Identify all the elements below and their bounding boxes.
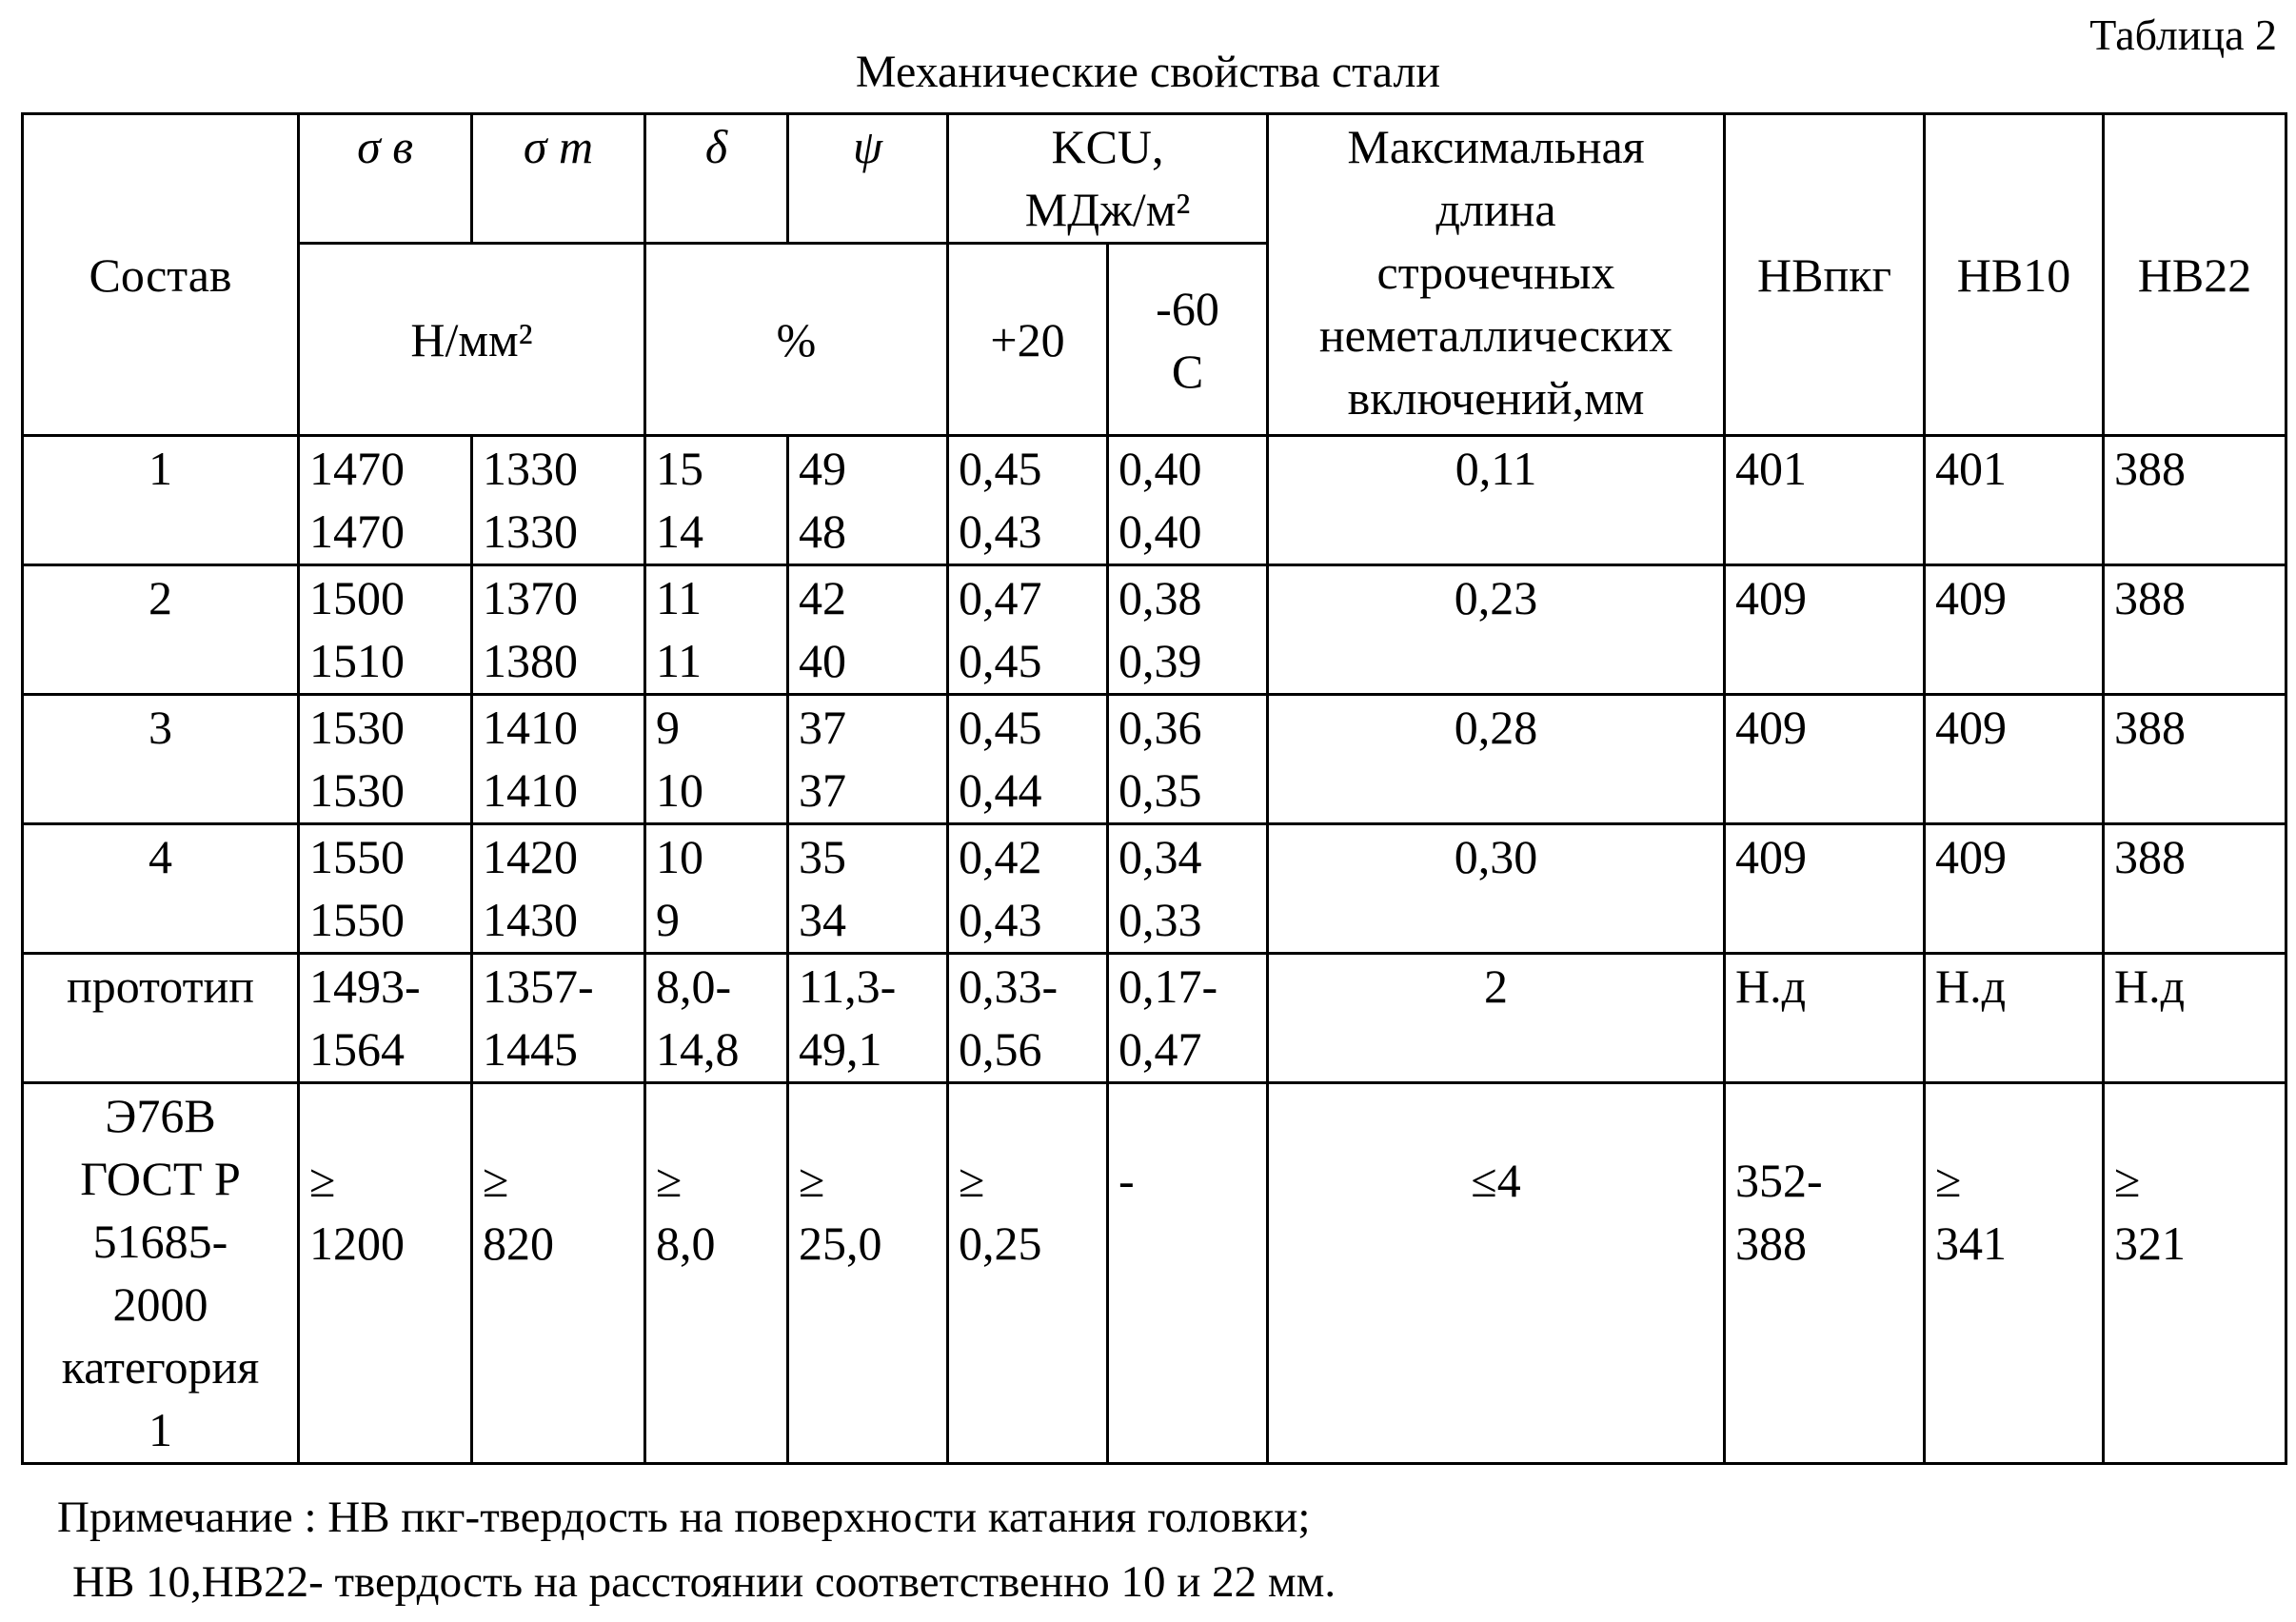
cell-delta: 11 11 [645, 565, 788, 695]
cell-max-length: 0,30 [1268, 824, 1725, 954]
cell-delta: ≥ 8,0 [645, 1083, 788, 1464]
header-units-percent: % [645, 244, 948, 436]
cell-sigma-t: ≥ 820 [472, 1083, 645, 1464]
cell-delta: 10 9 [645, 824, 788, 954]
header-kcu-plus20: +20 [948, 244, 1108, 436]
cell-kcu-minus60: 0,17- 0,47 [1108, 954, 1268, 1083]
cell-psi: 42 40 [788, 565, 948, 695]
table-label: Таблица 2 [2089, 10, 2277, 59]
cell-sigma-b: 1493- 1564 [299, 954, 472, 1083]
cell-hb22: 388 [2104, 565, 2286, 695]
header-max-inclusion-length: Максимальная длина строчечных неметаллических включений,мм [1268, 114, 1725, 436]
table-row [23, 695, 2286, 824]
cell-psi: 49 48 [788, 436, 948, 565]
cell-max-length: 2 [1268, 954, 1725, 1083]
cell-kcu-minus60: 0,40 0,40 [1108, 436, 1268, 565]
cell-sigma-t: 1410 1410 [472, 695, 645, 824]
cell-kcu-minus60: 0,38 0,39 [1108, 565, 1268, 695]
cell-sigma-t: 1370 1380 [472, 565, 645, 695]
cell-psi: 11,3- 49,1 [788, 954, 948, 1083]
cell-delta: 15 14 [645, 436, 788, 565]
header-sigma-t: σ т [472, 114, 645, 244]
cell-sigma-b: 1470 1470 [299, 436, 472, 565]
table-row [23, 565, 2286, 695]
cell-sigma-t: 1420 1430 [472, 824, 645, 954]
header-units-stress: Н/мм² [299, 244, 645, 436]
row-composition: 1 [23, 436, 299, 565]
cell-max-length: 0,23 [1268, 565, 1725, 695]
cell-kcu-plus20: 0,45 0,44 [948, 695, 1108, 824]
header-psi: ψ [788, 114, 948, 244]
cell-sigma-b: 1500 1510 [299, 565, 472, 695]
table-note [57, 1485, 1336, 1614]
row-composition: 2 [23, 565, 299, 695]
cell-kcu-plus20: 0,47 0,45 [948, 565, 1108, 695]
row-composition: 3 [23, 695, 299, 824]
table-row [23, 824, 2286, 954]
cell-hb10: Н.д [1925, 954, 2104, 1083]
row-composition: прототип [23, 954, 299, 1083]
cell-sigma-t: 1357- 1445 [472, 954, 645, 1083]
cell-max-length: 0,11 [1268, 436, 1725, 565]
table-row [23, 954, 2286, 1083]
cell-hb-pkg: 409 [1725, 695, 1925, 824]
cell-sigma-t: 1330 1330 [472, 436, 645, 565]
header-hb10: HB10 [1925, 114, 2104, 436]
note-line-2: HB 10,HB22- твердость на расстоянии соответственно 10 и 22 мм. [72, 1557, 1336, 1607]
row-composition: Э76В ГОСТ Р 51685- 2000 категория 1 [23, 1083, 299, 1464]
cell-sigma-b: 1530 1530 [299, 695, 472, 824]
cell-hb10: 401 [1925, 436, 2104, 565]
header-hb-pkg: HBпкг [1725, 114, 1925, 436]
cell-hb-pkg: 401 [1725, 436, 1925, 565]
cell-hb10: 409 [1925, 695, 2104, 824]
header-kcu: KCU, МДж/м² [948, 114, 1268, 244]
cell-max-length: 0,28 [1268, 695, 1725, 824]
cell-kcu-plus20: ≥ 0,25 [948, 1083, 1108, 1464]
cell-kcu-minus60: 0,34 0,33 [1108, 824, 1268, 954]
table-row [23, 436, 2286, 565]
cell-sigma-b: ≥ 1200 [299, 1083, 472, 1464]
cell-hb10: 409 [1925, 824, 2104, 954]
note-line-1: Примечание : HB пкг-твердость на поверхности катания головки; [57, 1493, 1311, 1542]
cell-hb10: ≥ 341 [1925, 1083, 2104, 1464]
header-hb22: HB22 [2104, 114, 2286, 436]
cell-psi: 35 34 [788, 824, 948, 954]
cell-hb-pkg: 409 [1725, 565, 1925, 695]
cell-hb10: 409 [1925, 565, 2104, 695]
header-delta: δ [645, 114, 788, 244]
cell-hb-pkg: 409 [1725, 824, 1925, 954]
header-sigma-b: σ в [299, 114, 472, 244]
cell-hb22: Н.д [2104, 954, 2286, 1083]
table-caption: Механические свойства стали [855, 47, 1441, 97]
cell-hb22: 388 [2104, 824, 2286, 954]
cell-kcu-plus20: 0,42 0,43 [948, 824, 1108, 954]
cell-sigma-b: 1550 1550 [299, 824, 472, 954]
cell-hb22: 388 [2104, 436, 2286, 565]
cell-delta: 8,0- 14,8 [645, 954, 788, 1083]
cell-hb-pkg: Н.д [1725, 954, 1925, 1083]
cell-delta: 9 10 [645, 695, 788, 824]
cell-psi: 37 37 [788, 695, 948, 824]
header-composition: Состав [23, 114, 299, 436]
cell-hb-pkg: 352- 388 [1725, 1083, 1925, 1464]
table-row [23, 1083, 2286, 1464]
cell-kcu-minus60: - [1108, 1083, 1268, 1464]
row-composition: 4 [23, 824, 299, 954]
cell-kcu-plus20: 0,45 0,43 [948, 436, 1108, 565]
cell-hb22: 388 [2104, 695, 2286, 824]
header-kcu-minus60: -60 C [1108, 244, 1268, 436]
cell-kcu-minus60: 0,36 0,35 [1108, 695, 1268, 824]
cell-psi: ≥ 25,0 [788, 1083, 948, 1464]
cell-hb22: ≥ 321 [2104, 1083, 2286, 1464]
mechanical-properties-table [21, 112, 2287, 1465]
cell-kcu-plus20: 0,33- 0,56 [948, 954, 1108, 1083]
cell-max-length: ≤4 [1268, 1083, 1725, 1464]
